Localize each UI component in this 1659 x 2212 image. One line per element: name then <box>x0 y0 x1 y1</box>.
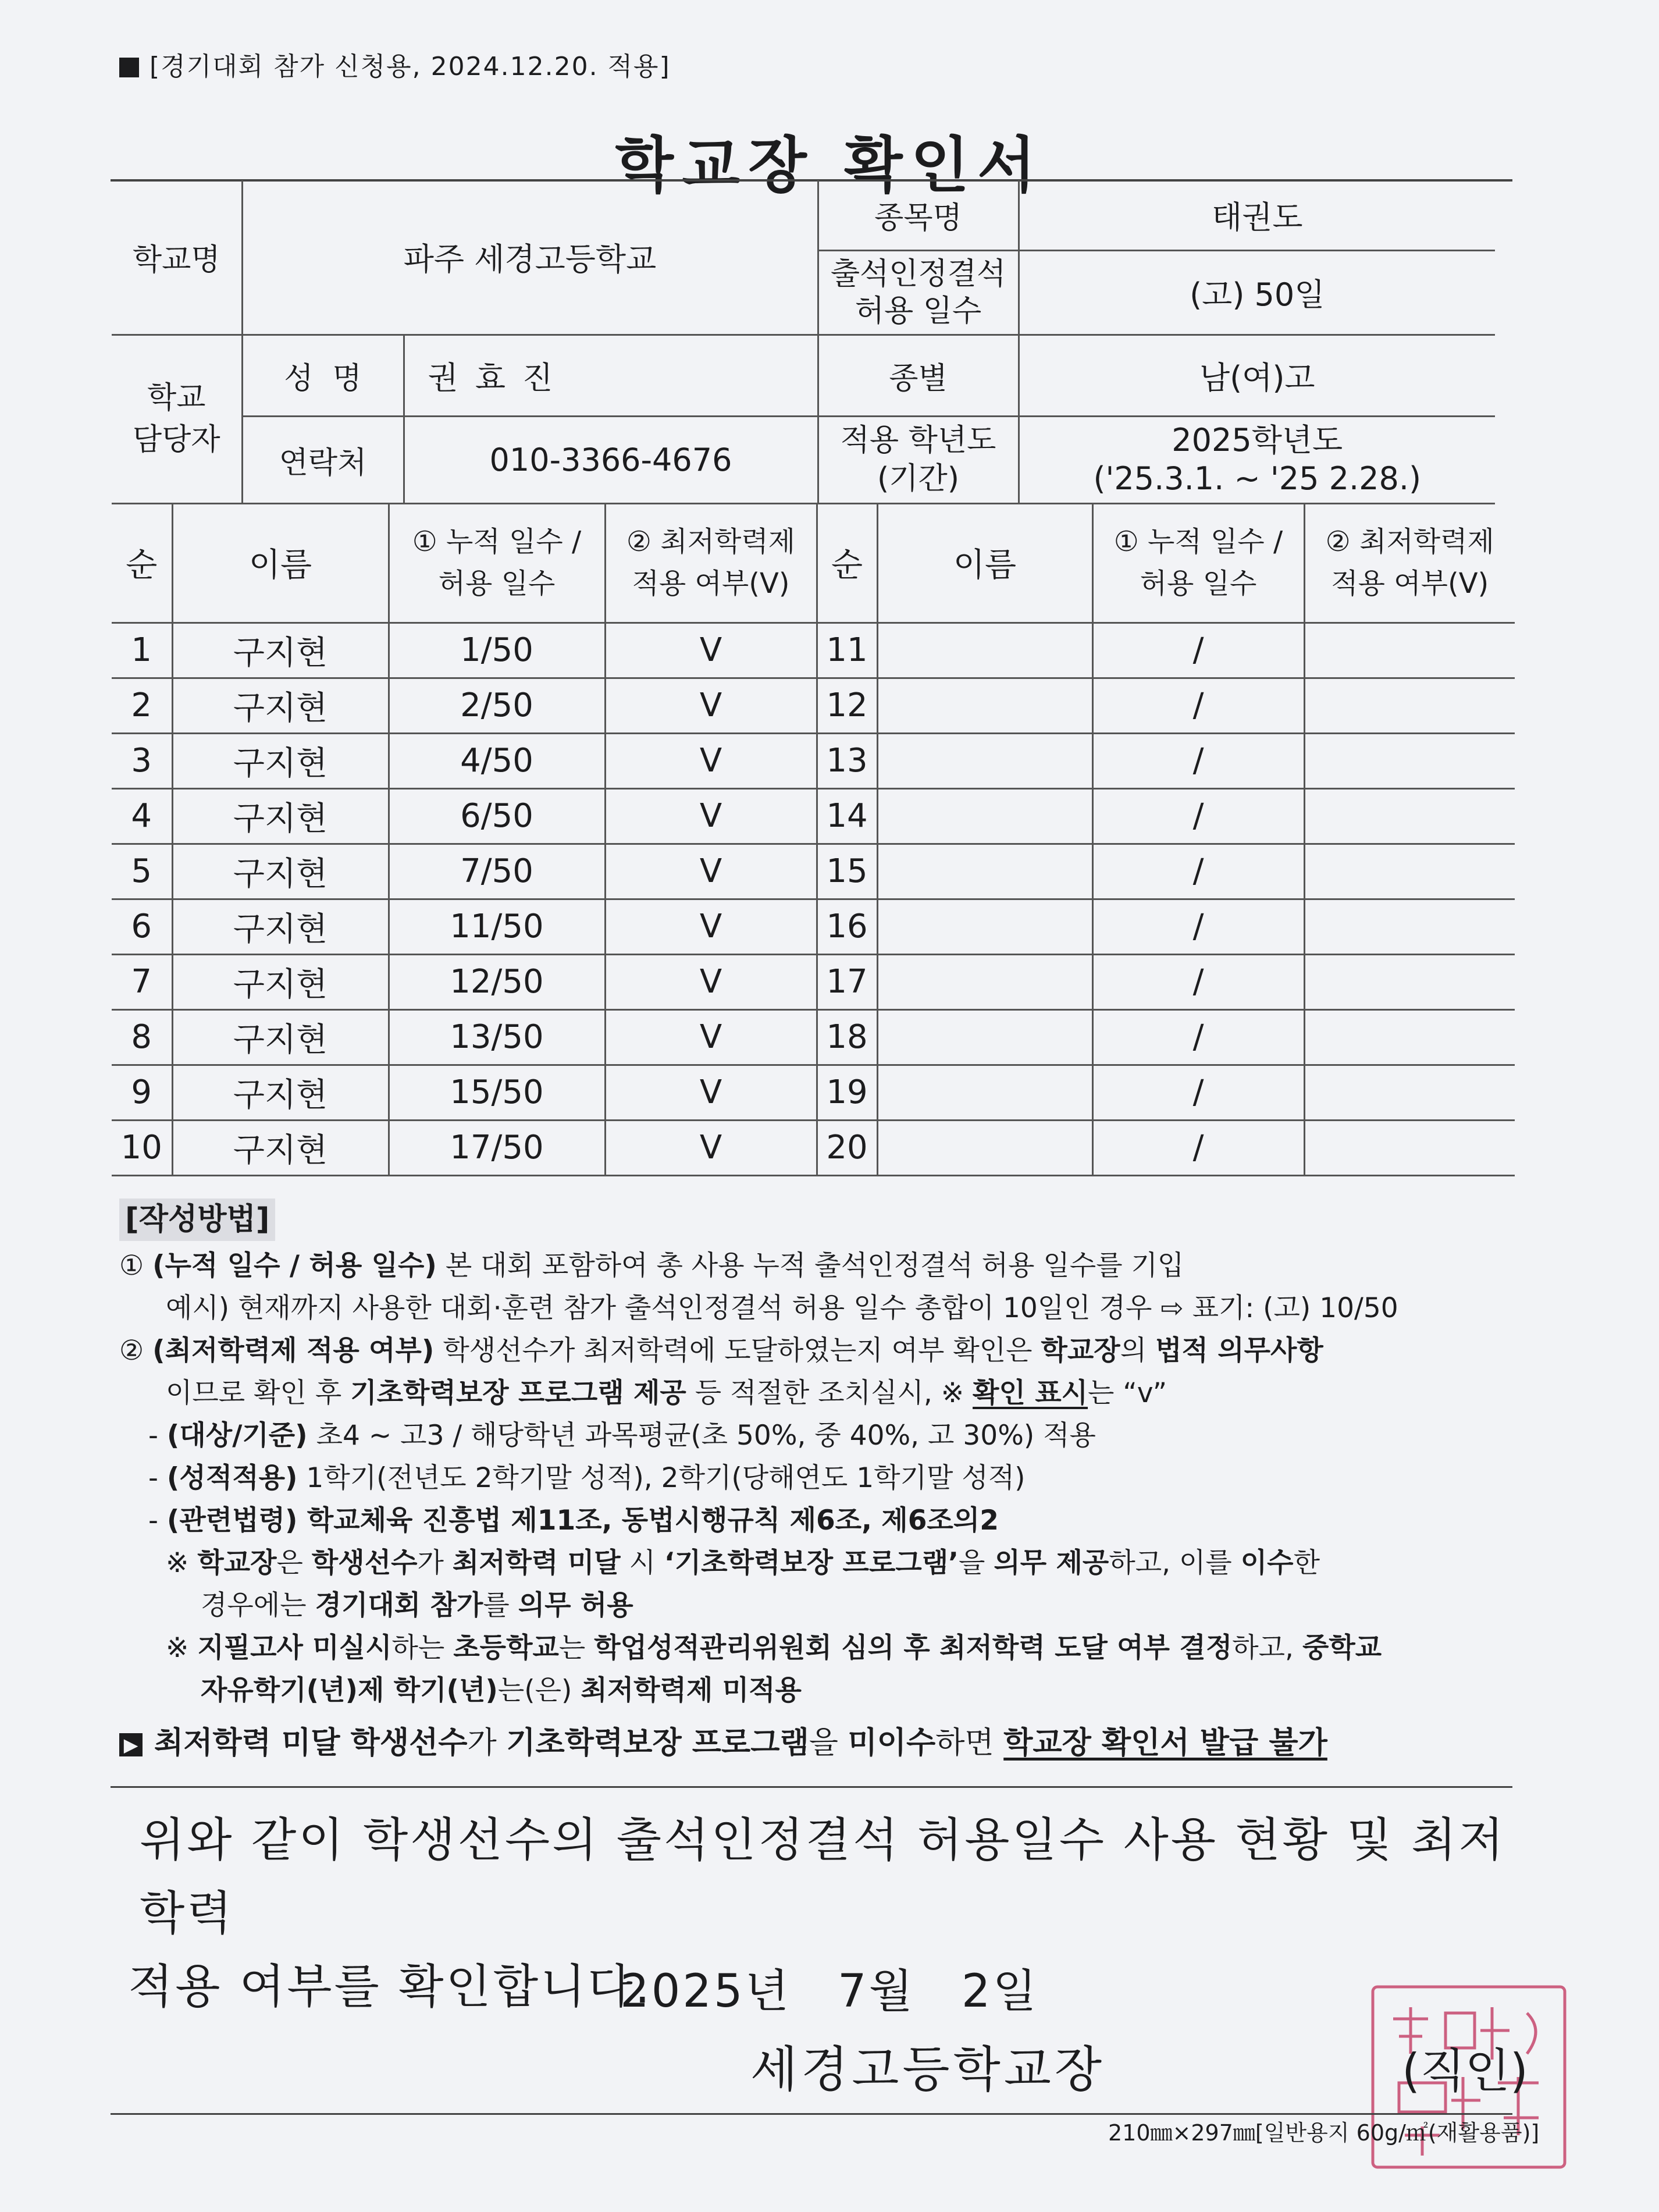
sport-value: 태권도 <box>1019 180 1495 250</box>
header-cumulative-2col <box>1092 503 1304 623</box>
row-name: 구지현 <box>172 678 389 733</box>
method-text: 1학기(전년도 2학기말 성적), 2학기(당해연도 1학기말 성적) <box>297 1462 1026 1494</box>
method-note-2 <box>119 1627 1527 1669</box>
method-bold: (관련법령) 학교체육 진흥법 제11조, 동법시행규칙 제6조, 제6조의2 <box>166 1505 999 1537</box>
method-text: 는 <box>558 1632 594 1664</box>
method-text: 초4 ~ 고3 / 해당학년 과목평균(초 50%, 중 40%, 고 30%) 적용 <box>307 1420 1096 1452</box>
method-text: 하고, <box>1232 1632 1302 1664</box>
method-bold: 학교장 <box>1041 1335 1120 1367</box>
sport-label: 종목명 <box>818 180 1019 250</box>
info-table <box>112 180 1495 504</box>
method-bold: 학교장 <box>197 1547 277 1579</box>
method-text: 의 <box>1120 1335 1156 1367</box>
method-bold: 자유학기(년)제 학기(년) <box>201 1674 498 1706</box>
row-name-2 <box>877 788 1092 844</box>
dash: - <box>148 1505 167 1537</box>
header-cumulative-1: ① 누적 일수 / <box>412 525 582 558</box>
method-text: 본 대회 포함하여 총 사용 누적 출석인정결석 허용 일수를 기입 <box>436 1250 1184 1282</box>
row-no: 4 <box>112 788 172 844</box>
row-no-2: 17 <box>817 954 877 1009</box>
method-text: 학생선수가 최저학력에 도달하였는지 여부 확인은 <box>434 1335 1041 1367</box>
method-text: 는 “v” <box>1088 1377 1167 1409</box>
method-bold: 의무 제공 <box>994 1547 1109 1579</box>
row-name: 구지현 <box>172 623 389 678</box>
method-bullet-grade <box>119 1457 1527 1499</box>
method-text: 는(은) <box>497 1674 581 1706</box>
note-mark: ※ <box>166 1547 198 1579</box>
method-text: 가 <box>417 1547 453 1579</box>
method-text: 하면 <box>935 1726 1004 1761</box>
method-bold: (대상/기준) <box>166 1420 308 1452</box>
table-header-row <box>112 503 1515 623</box>
manager-name-value: 권 효 진 <box>404 335 818 416</box>
row-days: 6/50 <box>389 788 605 844</box>
row-check-2 <box>1304 899 1515 954</box>
row-no: 9 <box>112 1065 172 1120</box>
method-text: 가 <box>467 1726 507 1761</box>
method-bold: 지필고사 미실시 <box>197 1632 392 1664</box>
row-no: 7 <box>112 954 172 1009</box>
year-label-2: (기간) <box>877 461 960 496</box>
row-check-2 <box>1304 623 1515 678</box>
form-usage-label <box>119 45 671 83</box>
method-bold: 최저학력제 미적용 <box>581 1674 802 1706</box>
method-bold: 확인 표시 <box>973 1377 1088 1409</box>
header-no-2: 순 <box>817 503 877 623</box>
method-line-4 <box>119 1372 1527 1414</box>
dash: - <box>148 1420 167 1452</box>
method-bold: 미이수 <box>848 1726 936 1761</box>
manager-name-label: 성 명 <box>242 335 404 416</box>
row-days-2: / <box>1092 1120 1304 1175</box>
row-check: V <box>605 623 817 678</box>
method-text: 경우에는 <box>201 1589 315 1621</box>
header-min-academic-2col-2: 적용 여부(V) <box>1331 567 1489 600</box>
row-check-2 <box>1304 954 1515 1009</box>
method-bullet-law <box>119 1499 1527 1542</box>
row-check-2 <box>1304 844 1515 899</box>
row-check: V <box>605 733 817 788</box>
row-check-2 <box>1304 788 1515 844</box>
row-no-2: 13 <box>817 733 877 788</box>
row-name-2 <box>877 623 1092 678</box>
principal-name: 세경고등학교장 <box>750 2041 1106 2098</box>
row-days-2: / <box>1092 899 1304 954</box>
row-no: 8 <box>112 1009 172 1065</box>
row-check: V <box>605 1065 817 1120</box>
row-check: V <box>605 1120 817 1175</box>
method-bullet-target <box>119 1414 1527 1457</box>
row-name-2 <box>877 899 1092 954</box>
row-check: V <box>605 788 817 844</box>
method-bold: 기초학력보장 프로그램 제공 <box>350 1377 686 1409</box>
row-no: 5 <box>112 844 172 899</box>
table-row <box>112 1065 1515 1120</box>
header-min-academic <box>605 503 817 623</box>
method-text: 하고, 이를 <box>1109 1547 1241 1579</box>
gender-label: 종별 <box>818 335 1019 416</box>
row-days-2: / <box>1092 954 1304 1009</box>
contact-label: 연락처 <box>242 416 404 503</box>
method-bold: 경기대회 참가 <box>315 1589 483 1621</box>
row-name-2 <box>877 1009 1092 1065</box>
school-name-label: 학교명 <box>112 180 242 335</box>
method-text: 이므로 확인 후 <box>166 1377 351 1409</box>
method-bold: 학교장 확인서 발급 불가 <box>1003 1726 1327 1761</box>
method-bold: 의무 허용 <box>518 1589 633 1621</box>
row-days-2: / <box>1092 1065 1304 1120</box>
dash: - <box>148 1462 167 1494</box>
row-name: 구지현 <box>172 788 389 844</box>
absence-days-label <box>818 250 1019 335</box>
method-bold: 학업성적관리위원회 심의 후 최저학력 도달 여부 결정 <box>594 1632 1233 1664</box>
method-note-2-cont <box>119 1669 1527 1712</box>
header-min-academic-2col-1: ② 최저학력제 <box>1325 525 1494 558</box>
row-check: V <box>605 899 817 954</box>
row-check: V <box>605 954 817 1009</box>
method-term-cumulative: (누적 일수 / 허용 일수) <box>152 1250 437 1282</box>
row-name: 구지현 <box>172 1009 389 1065</box>
date-year: 2025년 <box>620 1965 791 2018</box>
table-row <box>112 733 1515 788</box>
row-no: 1 <box>112 623 172 678</box>
row-no-2: 12 <box>817 678 877 733</box>
row-check-2 <box>1304 1009 1515 1065</box>
row-name-2 <box>877 954 1092 1009</box>
header-cumulative <box>389 503 605 623</box>
row-days-2: / <box>1092 678 1304 733</box>
method-text: 를 <box>483 1589 518 1621</box>
contact-value: 010-3366-4676 <box>404 416 818 503</box>
method-text: 을 <box>959 1547 994 1579</box>
table-row <box>112 899 1515 954</box>
row-days: 1/50 <box>389 623 605 678</box>
header-no: 순 <box>112 503 172 623</box>
header-cumulative-2col-1: ① 누적 일수 / <box>1113 525 1283 558</box>
row-days-2: / <box>1092 733 1304 788</box>
row-days: 4/50 <box>389 733 605 788</box>
row-no-2: 20 <box>817 1120 877 1175</box>
row-days: 12/50 <box>389 954 605 1009</box>
row-name: 구지현 <box>172 1065 389 1120</box>
table-row <box>112 954 1515 1009</box>
manager-label-2: 담당자 <box>132 422 220 457</box>
method-text: 등 적절한 조치실시, ※ <box>686 1377 973 1409</box>
method-bold: 이수 <box>1240 1547 1294 1579</box>
method-line-3 <box>119 1329 1527 1372</box>
row-days: 17/50 <box>389 1120 605 1175</box>
attendance-table <box>112 503 1515 1176</box>
method-line-1 <box>119 1244 1527 1287</box>
method-text: 을 <box>809 1726 848 1761</box>
table-row <box>112 788 1515 844</box>
row-no-2: 18 <box>817 1009 877 1065</box>
row-check-2 <box>1304 1065 1515 1120</box>
header-name: 이름 <box>172 503 389 623</box>
circled-two: ② <box>119 1335 144 1367</box>
row-no-2: 14 <box>817 788 877 844</box>
row-name: 구지현 <box>172 899 389 954</box>
statement-line-2: 적용 여부를 확인합니다. <box>128 1959 653 2014</box>
statement-line-1: 위와 같이 학생선수의 출석인정결석 허용일수 사용 현황 및 최저학력 <box>140 1813 1506 1940</box>
header-cumulative-2: 허용 일수 <box>438 567 556 600</box>
method-line-2 <box>119 1287 1527 1329</box>
method-bold: 학생선수 <box>311 1547 418 1579</box>
row-days-2: / <box>1092 1009 1304 1065</box>
row-check-2 <box>1304 1120 1515 1175</box>
square-bullet-icon <box>119 58 139 77</box>
circled-one: ① <box>119 1250 144 1282</box>
row-days: 11/50 <box>389 899 605 954</box>
writing-method-section <box>119 1199 1527 1765</box>
row-name: 구지현 <box>172 844 389 899</box>
middle-rule <box>111 1786 1512 1788</box>
row-no-2: 11 <box>817 623 877 678</box>
row-check-2 <box>1304 733 1515 788</box>
note-mark: ※ <box>166 1632 198 1664</box>
table-row <box>112 1120 1515 1175</box>
row-no: 2 <box>112 678 172 733</box>
table-row <box>112 623 1515 678</box>
row-days: 15/50 <box>389 1065 605 1120</box>
method-bold: 법적 의무사항 <box>1155 1335 1323 1367</box>
method-example: 예시) 현재까지 사용한 대회·훈련 참가 출석인정결석 허용 일수 총합이 10일인 경우 ⇨ 표기: (고) 10/50 <box>166 1292 1398 1324</box>
header-min-academic-1: ② 최저학력제 <box>626 525 796 558</box>
method-bold: 최저학력 미달 <box>452 1547 621 1579</box>
method-text: 한 <box>1293 1547 1320 1579</box>
absence-days-value: (고) 50일 <box>1019 250 1495 335</box>
writing-method-header: [작성방법] <box>119 1199 275 1241</box>
year-label-1: 적용 학년도 <box>840 423 996 458</box>
form-usage-text: [경기대회 참가 신청용, 2024.12.20. 적용] <box>149 52 671 81</box>
absence-days-label-1: 출석인정결석 <box>830 256 1006 291</box>
date-day: 2일 <box>961 1965 1039 2018</box>
row-no: 3 <box>112 733 172 788</box>
header-cumulative-2col-2: 허용 일수 <box>1140 567 1257 600</box>
row-no-2: 15 <box>817 844 877 899</box>
absence-days-label-2: 허용 일수 <box>855 293 982 329</box>
school-name-value: 파주 세경고등학교 <box>242 180 818 335</box>
row-days: 7/50 <box>389 844 605 899</box>
arrow-box-icon: ▶ <box>119 1733 143 1756</box>
document-title: 학교장 확인서 <box>615 130 1044 201</box>
manager-label <box>112 335 242 503</box>
row-days-2: / <box>1092 844 1304 899</box>
table-row <box>112 844 1515 899</box>
method-bold: 중학교 <box>1302 1632 1382 1664</box>
row-name-2 <box>877 678 1092 733</box>
method-note-1-cont <box>119 1584 1527 1627</box>
row-name: 구지현 <box>172 954 389 1009</box>
method-bold: 최저학력 미달 학생선수 <box>154 1726 468 1761</box>
method-text: 시 <box>620 1547 664 1579</box>
method-note-1 <box>119 1542 1527 1584</box>
year-label <box>818 416 1019 503</box>
row-check-2 <box>1304 678 1515 733</box>
method-bold: ‘기초학력보장 프로그램’ <box>664 1547 959 1579</box>
row-name: 구지현 <box>172 733 389 788</box>
row-name: 구지현 <box>172 1120 389 1175</box>
row-days: 2/50 <box>389 678 605 733</box>
method-bold: (성적적용) <box>166 1462 298 1494</box>
header-min-academic-2col <box>1304 503 1515 623</box>
row-name-2 <box>877 733 1092 788</box>
header-name-2: 이름 <box>877 503 1092 623</box>
row-name-2 <box>877 1120 1092 1175</box>
table-row <box>112 678 1515 733</box>
method-term-min-academic: (최저학력제 적용 여부) <box>152 1335 435 1367</box>
row-name-2 <box>877 1065 1092 1120</box>
row-days: 13/50 <box>389 1009 605 1065</box>
method-bold: 기초학력보장 프로그램 <box>506 1726 809 1761</box>
header-min-academic-2: 적용 여부(V) <box>632 567 790 600</box>
manager-label-1: 학교 <box>147 380 206 415</box>
table-row <box>112 1009 1515 1065</box>
row-name-2 <box>877 844 1092 899</box>
row-no-2: 16 <box>817 899 877 954</box>
row-check: V <box>605 1009 817 1065</box>
seal-label: (직인) <box>1402 2044 1528 2098</box>
year-value: 2025학년도 <box>1172 422 1343 458</box>
method-text: 은 <box>276 1547 312 1579</box>
row-no-2: 19 <box>817 1065 877 1120</box>
row-check: V <box>605 844 817 899</box>
paper-spec: 210㎜×297㎜[일반용지 60g/㎡(재활용품)] <box>1108 2120 1540 2146</box>
method-text: 하는 <box>391 1632 454 1664</box>
date-month: 7월 <box>837 1965 915 2018</box>
row-no: 10 <box>112 1120 172 1175</box>
method-bold: 초등학교 <box>453 1632 559 1664</box>
row-check: V <box>605 678 817 733</box>
year-period: ('25.3.1. ~ '25 2.28.) <box>1093 460 1422 497</box>
method-final-warning <box>119 1722 1527 1765</box>
gender-value: 남(여)고 <box>1019 335 1495 416</box>
row-days-2: / <box>1092 788 1304 844</box>
row-days-2: / <box>1092 623 1304 678</box>
year-value-cell <box>1019 416 1495 503</box>
row-no: 6 <box>112 899 172 954</box>
